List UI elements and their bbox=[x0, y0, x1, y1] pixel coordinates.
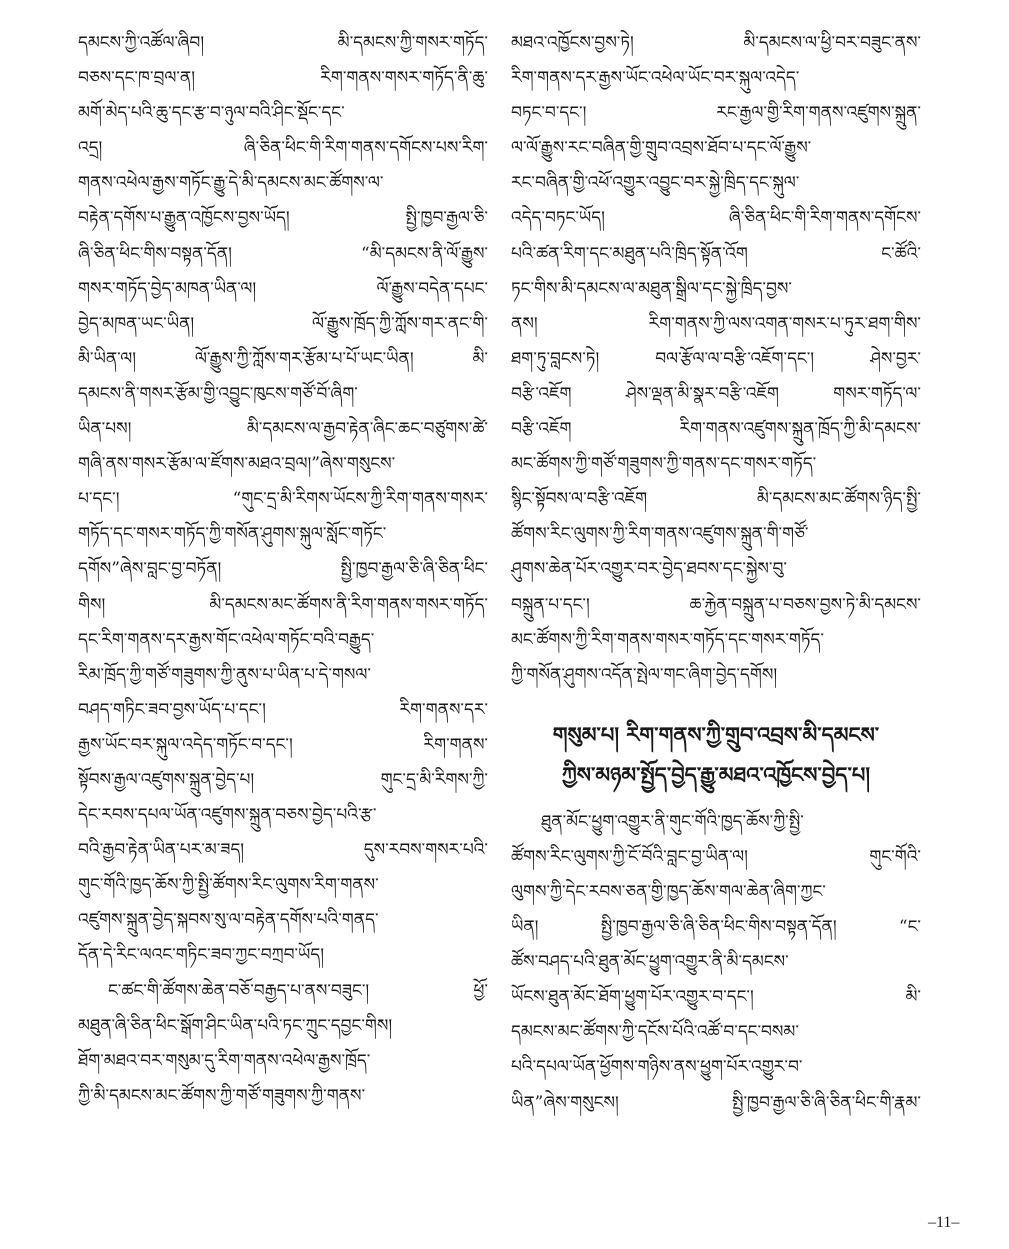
text-line: ཞི་ཅིན་ཕིང་གིས་བསྟན་དོན། “མི་དམངས་ནི་ལོ་རྒྱུས་ bbox=[78, 243, 488, 264]
paragraph-start-line: ང་ཚང་གི་ཚོགས་ཆེན་བཅོ་བརྒྱད་པ་ནས་བཟུང་། ཕྱོ་ bbox=[108, 980, 488, 1001]
text-line: བྱེད་མཁན་ཡང་ཡིན། ལོ་རྒྱུས་ཁྲོད་ཀྱི་ཀློས་གར་ནང་གི་ bbox=[78, 313, 488, 334]
text-line: པ་དང་། “གུང་དྲ་མི་རིགས་ཡོངས་ཀྱི་རིག་གནས་གསར་ bbox=[78, 489, 488, 510]
text-line: དམངས་ཀྱི་འཚོལ་ཞིབ། མི་དམངས་ཀྱི་གསར་གཏོད་ bbox=[78, 33, 488, 53]
text-line: པའི་ཚན་རིག་དང་མཐུན་པའི་ཁྲིད་སྟོན་འོག ང་ཚོའི་ bbox=[511, 243, 921, 264]
left-column bbox=[78, 26, 488, 1114]
text-line: ཐོག་མཐའ་བར་གསུམ་དུ་རིག་གནས་འཕེལ་རྒྱས་ཁྲོད་ bbox=[78, 1050, 371, 1071]
text-line: མང་ཚོགས་ཀྱི་གཙོ་གཟུགས་ཀྱི་གནས་དང་གསར་གཏོད་ bbox=[511, 454, 817, 475]
text-line: རིག་གནས་དར་རྒྱས་ཡོང་འཕེལ་ཡོང་བར་སྐུལ་འདེད་ bbox=[511, 68, 800, 89]
page-number: –11– bbox=[928, 1214, 960, 1231]
text-line: ཡིན། སྤྱི་ཁྱབ་རྒྱལ་ཅི་ཞི་ཅིན་ཕིང་གིས་བསྟན་དོན། “ང་ bbox=[511, 917, 921, 938]
text-line: ཚོས་བཤད་པའི་ཐུན་མོང་ཕྱུག་འགྱུར་ནི་མི་དམངས་ bbox=[511, 952, 789, 973]
text-line: དམངས་ནི་གསར་རྩོམ་གྱི་འབྱུང་ཁུངས་གཙོ་བོ་ཞིག་ bbox=[78, 383, 358, 404]
text-line: བཏང་བ་དང་། རང་རྒྱལ་གྱི་རིག་གནས་འཛུགས་སྐྲུན་ bbox=[511, 103, 921, 124]
text-line: བསྐྲུན་པ་དང་། ཆ་རྐྱེན་བསྐྲུན་པ་བཅས་བྱས་ཏེ་མི་དམངས་ bbox=[511, 594, 921, 615]
text-line: ཡོངས་ཐུན་མོང་ཐོག་ཕྱུག་པོར་འགྱུར་བ་དང་། མི་ bbox=[511, 987, 921, 1008]
text-line: སྟོབས་རྒྱལ་འཛུགས་སྐྲུན་བྱེད་པ། གུང་དྲ་མི་རིགས་ཀྱི་ bbox=[78, 769, 488, 790]
text-line: ཤུགས་ཆེན་པོར་འགྱུར་བར་བྱེད་ཐབས་དང་སྐྱེས་བུ་ bbox=[511, 559, 787, 580]
text-line: ཡིན་པས། མི་དམངས་ལ་རྒྱབ་རྟེན་ཞིང་ཆང་བཙུགས་ཚེ་ bbox=[78, 419, 488, 440]
text-line: བརྩི་འཇོག རིག་གནས་འཛུགས་སྐྲུན་ཁྲོད་ཀྱི་མི་དམངས་ bbox=[511, 419, 921, 440]
text-line: མཐའ་འཁྱོངས་བྱས་ཏེ། མི་དམངས་ལ་ཕྱི་བར་བཟུང་ནས་ bbox=[511, 33, 921, 53]
text-line: ལ་ལོ་རྒྱུས་རང་བཞིན་གྱི་གྲུབ་འབྲས་ཐོབ་པ་དང་ལོ་རྒྱུས་ bbox=[511, 138, 812, 159]
text-line: བའི་རྒྱབ་རྟེན་ཡིན་པར་མ་ཟད། དུས་རབས་གསར་པའི་ bbox=[78, 840, 488, 861]
text-line: རང་བཞིན་གྱི་འཕོ་འགྱུར་འབྱུང་བར་སྐྱེ་ཁྲིད་དང་སྐུལ་ bbox=[511, 173, 800, 194]
text-line: དེང་རབས་དཔལ་ཡོན་འཛུགས་སྐྲུན་བཅས་བྱེད་པའི་རྩ་ bbox=[78, 805, 377, 826]
text-line: འདྲ། ཞི་ཅིན་ཕིང་གི་རིག་གནས་དགོངས་པས་རིག་ bbox=[78, 138, 488, 159]
text-line: མགོ་མེད་པའི་ཆུ་དང་རྩ་བ་ཉུལ་བའི་ཤིང་སྡོང་དང་ bbox=[78, 103, 345, 124]
text-line: རིམ་ཁྲོད་ཀྱི་གཙོ་གཟུགས་ཀྱི་ནུས་པ་ཡིན་པ་དེ་གསལ་ bbox=[78, 664, 371, 685]
text-line: བརྩི་འཇོག ཤེས་ལྡན་མི་སྣར་བརྩི་འཇོག གསར་གཏོད་ལ་ bbox=[511, 383, 921, 404]
text-line: པའི་དཔལ་ཡོན་ཕྱོགས་གཉིས་ནས་ཕྱུག་པོར་འགྱུར་བ་ bbox=[511, 1057, 803, 1078]
text-line: བརྟེན་དགོས་པ་རྒྱུན་འཁྱོངས་བྱས་ཡོད། སྤྱི་ཁྱབ་རྒྱལ་ཅི་ bbox=[78, 208, 488, 229]
text-line: མང་ཚོགས་ཀྱི་རིག་གནས་གསར་གཏོད་དང་གསར་གཏོད་ bbox=[511, 629, 824, 650]
text-line: དམངས་མང་ཚོགས་ཀྱི་དངོས་པོའི་འཚོ་བ་དང་བསམ་ bbox=[511, 1022, 799, 1043]
text-line: ཚོགས་རིང་ལུགས་ཀྱི་རིག་གནས་འཛུགས་སྐྲུན་གི་གཙོ་ bbox=[511, 524, 809, 545]
text-line: གུང་གོའི་ཁྱད་ཆོས་ཀྱི་སྤྱི་ཚོགས་རིང་ལུགས་རིག་གནས་ bbox=[78, 875, 379, 896]
text-line: རྒྱས་ཡོང་བར་སྐུལ་འདེད་གཏོང་བ་དང་། རིག་གནས་ bbox=[78, 734, 488, 755]
text-line: བཤད་གཏིང་ཟབ་བྱས་ཡོད་པ་དང་། རིག་གནས་དར་ bbox=[78, 699, 488, 720]
text-line: གསར་གཏོད་བྱེད་མཁན་ཡིན་ལ། ལོ་རྒྱུས་བདེན་དཔང་ bbox=[78, 278, 488, 299]
text-line: སྙིང་སྟོབས་ལ་བརྩི་འཇོག མི་དམངས་མང་ཚོགས་ཉིད་སྤྱི་ bbox=[511, 489, 921, 510]
text-line: གནས་འཕེལ་རྒྱས་གཏོང་རྒྱུ་དེ་མི་དམངས་མང་ཚོགས་ལ་ bbox=[78, 173, 384, 194]
paragraph-start-line: ཐུན་མོང་ཕྱུག་འགྱུར་ནི་གུང་གོའི་ཁྱད་ཆོས་ཀྱི་སྤྱི་ bbox=[541, 811, 804, 832]
text-line: འདེད་བཏང་ཡོད། ཞི་ཅིན་ཕིང་གི་རིག་གནས་དགོངས་ bbox=[511, 208, 921, 229]
right-column bbox=[511, 26, 921, 1121]
text-line: མཐུན་ཞི་ཅིན་ཕིང་སྒོག་ཤིང་ཡིན་པའི་ཏང་ཀྲུང་དབྱང་གིས། bbox=[78, 1015, 393, 1036]
text-line: གཏོད་དང་གསར་གཏོད་ཀྱི་གསོན་ཤུགས་སྐུལ་སློང་གཏོང་ bbox=[78, 524, 387, 545]
text-line: ཀྱི་མི་དམངས་མང་ཚོགས་ཀྱི་གཙོ་གཟུགས་ཀྱི་གནས་ bbox=[78, 1085, 366, 1106]
section-heading-line: གསུམ་པ། རིག་གནས་ཀྱི་གྲུབ་འབྲས་མི་དམངས་ bbox=[552, 721, 880, 747]
text-line: བཅས་དང་ཁ་བྲལ་ན། རིག་གནས་གསར་གཏོད་ནི་ཆུ་ bbox=[78, 68, 488, 89]
text-line: ལུགས་ཀྱི་དེང་རབས་ཅན་གྱི་ཁྱད་ཆོས་གལ་ཆེན་ཞིག་ཀྱང་ bbox=[511, 881, 826, 902]
text-line: དང་རིག་གནས་དར་རྒྱས་གོང་འཕེལ་གཏོང་བའི་བརྒྱུད་ bbox=[78, 629, 375, 650]
text-line: དགོས”ཞེས་བླང་བྱ་བཏོན། སྤྱི་ཁྱབ་རྒྱལ་ཅི་ཞི་ཅིན་ཕིང་ bbox=[78, 559, 488, 580]
text-line: ཏང་གིས་མི་དམངས་ལ་མཐུན་སྒྲིལ་དང་སྐྱེ་ཁྲིད་བྱས་ bbox=[511, 278, 792, 299]
text-line: མི་ཡིན་ལ། ལོ་རྒྱུས་ཀྱི་ཀློས་གར་རྩོམ་པ་པོ་ཡང་ཡིན། མི་ bbox=[78, 348, 488, 369]
text-line: ཚོགས་རིང་ལུགས་ཀྱི་ངོ་བོའི་བླང་བྱ་ཡིན་ལ། གུང་གོའི་ bbox=[511, 846, 921, 867]
text-line: གིས། མི་དམངས་མང་ཚོགས་ནི་རིག་གནས་གསར་གཏོད་ bbox=[78, 594, 488, 615]
text-line: འཛུགས་སྐྲུན་བྱེད་སྐབས་སུ་ལ་བརྟེན་དགོས་པའི་གནད་ bbox=[78, 910, 379, 931]
text-line: ཀྱི་གསོན་ཤུགས་འདོན་སྤེལ་གང་ཞིག་བྱེད་དགོས། bbox=[511, 664, 778, 685]
text-line: དོན་དེ་རིང་ལའང་གཏིང་ཟབ་ཀྱང་བཀྲབ་ཡོད། bbox=[78, 945, 324, 966]
text-line: ནས། རིག་གནས་ཀྱི་ལས་འགན་གསར་པ་ཏུར་ཐག་གིས་ bbox=[511, 313, 921, 334]
text-line: ཡིན”ཞེས་གསུངས། སྤྱི་ཁྱབ་རྒྱལ་ཅི་ཞི་ཅིན་ཕིང་གི་རྣམ་ bbox=[511, 1092, 921, 1113]
text-line: གཞི་ནས་གསར་རྩོམ་ལ་ཛོགས་མཐའ་བྲལ།”ཞེས་གསུངས་ bbox=[78, 454, 396, 475]
section-heading-line: ཀྱིས་མཉམ་སྤྱོད་བྱེད་རྒྱུ་མཐའ་འཁྱོངས་བྱེད་པ། bbox=[561, 761, 870, 787]
section-heading bbox=[511, 715, 921, 795]
text-line: ཐག་ཏུ་བླངས་ཏེ། བལ་རྩོལ་ལ་བརྩི་འཇོག་དང་། ཤེས་བྱར་ bbox=[511, 348, 921, 369]
